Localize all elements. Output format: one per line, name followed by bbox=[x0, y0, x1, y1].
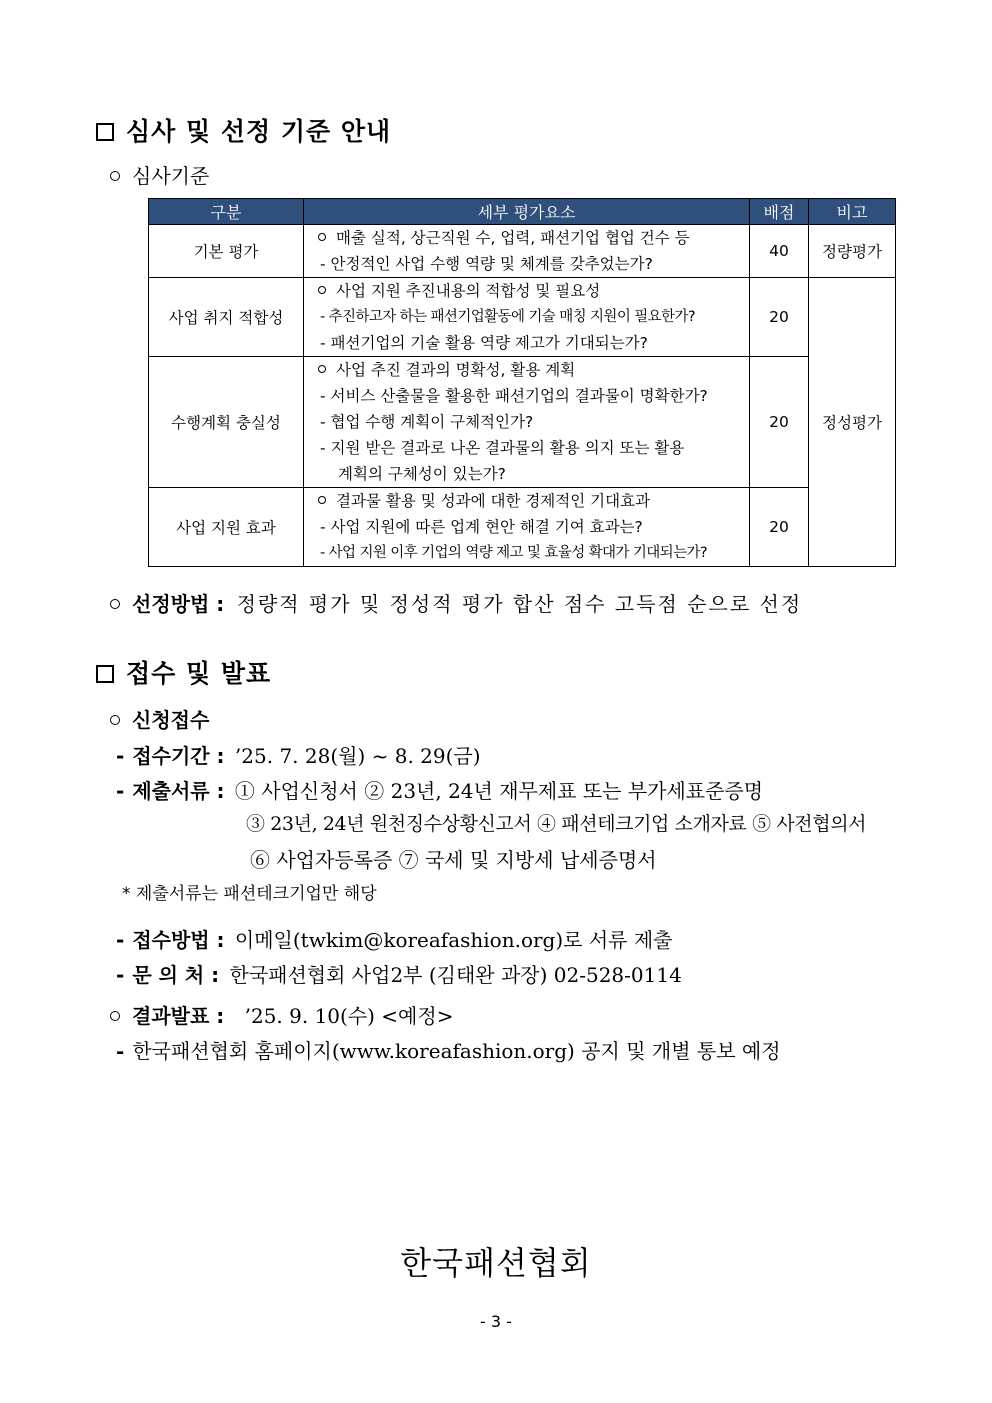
row-note: 정량평가 bbox=[809, 225, 896, 278]
contact-value: 한국패션협회 사업2부 (김태완 과장) 02-528-0114 bbox=[229, 963, 682, 987]
method-label: 접수방법 : bbox=[132, 928, 225, 952]
row-score: 20 bbox=[750, 357, 809, 488]
checkbox-square-icon bbox=[96, 123, 114, 141]
table-row bbox=[149, 357, 896, 488]
method-value: 이메일(twkim@koreafashion.org)로 서류 제출 bbox=[234, 928, 673, 952]
row-details bbox=[304, 357, 750, 488]
docs-label: 제출서류 : bbox=[132, 779, 225, 803]
header-note: 비고 bbox=[809, 199, 896, 225]
section-heading-review: 심사 및 선정 기준 안내 bbox=[96, 112, 391, 148]
period-label: 접수기간 : bbox=[132, 744, 225, 768]
row-note: 정성평가 bbox=[809, 278, 896, 567]
detail-line: 결과물 활용 및 성과에 대한 경제적인 기대효과 bbox=[336, 492, 651, 510]
row-score: 40 bbox=[750, 225, 809, 278]
result-line bbox=[110, 1000, 453, 1029]
table-row bbox=[149, 488, 896, 567]
header-details: 세부 평가요소 bbox=[304, 199, 750, 225]
row-category: 수행계획 충실성 bbox=[149, 357, 304, 488]
detail-line: - 사업 지원 이후 기업의 역량 제고 및 효율성 확대가 기대되는가? bbox=[320, 545, 707, 561]
checkbox-square-icon bbox=[96, 665, 114, 683]
selection-label: 선정방법 : bbox=[132, 592, 225, 616]
detail-line: - 패션기업의 기술 활용 역량 제고가 기대되는가? bbox=[320, 334, 648, 352]
detail-line: - 추진하고자 하는 패션기업활동에 기술 매칭 지원이 필요한가? bbox=[320, 309, 695, 325]
circle-bullet-icon bbox=[110, 1011, 120, 1021]
period-value: ’25. 7. 28(월) ~ 8. 29(금) bbox=[234, 744, 481, 768]
detail-line: 매출 실적, 상근직원 수, 업력, 패션기업 협업 건수 등 bbox=[336, 229, 690, 247]
criteria-table bbox=[148, 198, 896, 567]
detail-line: - 서비스 산출물을 활용한 패션기업의 결과물이 명확한가? bbox=[320, 387, 708, 405]
detail-line: 사업 지원 추진내용의 적합성 및 필요성 bbox=[336, 282, 601, 300]
docs-line-2: ③ 23년, 24년 원천징수상황신고서 ④ 패션테크기업 소개자료 ⑤ 사전협의서 bbox=[246, 813, 867, 835]
table-header-row bbox=[149, 199, 896, 225]
docs-line-3: ⑥ 사업자등록증 ⑦ 국세 및 지방세 납세증명서 bbox=[250, 848, 657, 872]
period-line: - 접수기간 : ’25. 7. 28(월) ~ 8. 29(금) bbox=[116, 744, 481, 768]
detail-line: - 안정적인 사업 수행 역량 및 체계를 갖추었는가? bbox=[320, 255, 653, 273]
criteria-label: 심사기준 bbox=[110, 160, 209, 189]
docs-line-1: ① 사업신청서 ② 23년, 24년 재무제표 또는 부가세표준증명 bbox=[234, 779, 764, 803]
circle-bullet-icon bbox=[110, 715, 120, 725]
circle-bullet-icon bbox=[318, 233, 326, 241]
row-details bbox=[304, 278, 750, 357]
selection-method bbox=[110, 588, 802, 617]
result-value: ’25. 9. 10(수) <예정> bbox=[244, 1004, 454, 1028]
detail-line: - 사업 지원에 따른 업계 현안 해결 기여 효과는? bbox=[320, 518, 643, 536]
circle-bullet-icon bbox=[318, 286, 326, 294]
header-score: 배점 bbox=[750, 199, 809, 225]
row-details bbox=[304, 225, 750, 278]
header-category: 구분 bbox=[149, 199, 304, 225]
contact-line: - 문 의 처 : 한국패션협회 사업2부 (김태완 과장) 02-528-0114 bbox=[116, 963, 682, 987]
circle-bullet-icon bbox=[318, 365, 326, 373]
row-category: 기본 평가 bbox=[149, 225, 304, 278]
table-row bbox=[149, 278, 896, 357]
circle-bullet-icon bbox=[318, 496, 326, 504]
result-label: 결과발표 : bbox=[132, 1004, 225, 1028]
detail-line: 사업 추진 결과의 명확성, 활용 계획 bbox=[336, 361, 576, 379]
page-number: - 3 - bbox=[480, 1312, 512, 1331]
result-detail-line: - 한국패션협회 홈페이지(www.koreafashion.org) 공지 및 개별 통보 예정 bbox=[116, 1039, 781, 1063]
contact-label: 문 의 처 : bbox=[132, 963, 220, 987]
method-line: - 접수방법 : 이메일(twkim@koreafashion.org)로 서류 제출 bbox=[116, 928, 673, 952]
section-heading-submission: 접수 및 발표 bbox=[96, 654, 271, 690]
docs-note: * 제출서류는 패션테크기업만 해당 bbox=[122, 884, 377, 904]
footer-organization: 한국패션협회 bbox=[400, 1244, 592, 1282]
circle-bullet-icon bbox=[110, 171, 120, 181]
detail-line: 계획의 구체성이 있는가? bbox=[338, 465, 506, 483]
row-score: 20 bbox=[750, 488, 809, 567]
result-detail: 한국패션협회 홈페이지(www.koreafashion.org) 공지 및 개별 통보 예정 bbox=[132, 1039, 781, 1063]
row-category: 사업 취지 적합성 bbox=[149, 278, 304, 357]
row-category: 사업 지원 효과 bbox=[149, 488, 304, 567]
table-row bbox=[149, 225, 896, 278]
docs-line: - 제출서류 : ① 사업신청서 ② 23년, 24년 재무제표 또는 부가세표준증명 bbox=[116, 779, 764, 803]
circle-bullet-icon bbox=[110, 599, 120, 609]
detail-line: - 지원 받은 결과로 나온 결과물의 활용 의지 또는 활용 bbox=[320, 439, 685, 457]
detail-line: - 협업 수행 계획이 구체적인가? bbox=[320, 413, 534, 431]
row-details bbox=[304, 488, 750, 567]
apply-label: 신청접수 bbox=[110, 704, 209, 733]
selection-text: 정량적 평가 및 정성적 평가 합산 점수 고득점 순으로 선정 bbox=[236, 592, 803, 616]
row-score: 20 bbox=[750, 278, 809, 357]
